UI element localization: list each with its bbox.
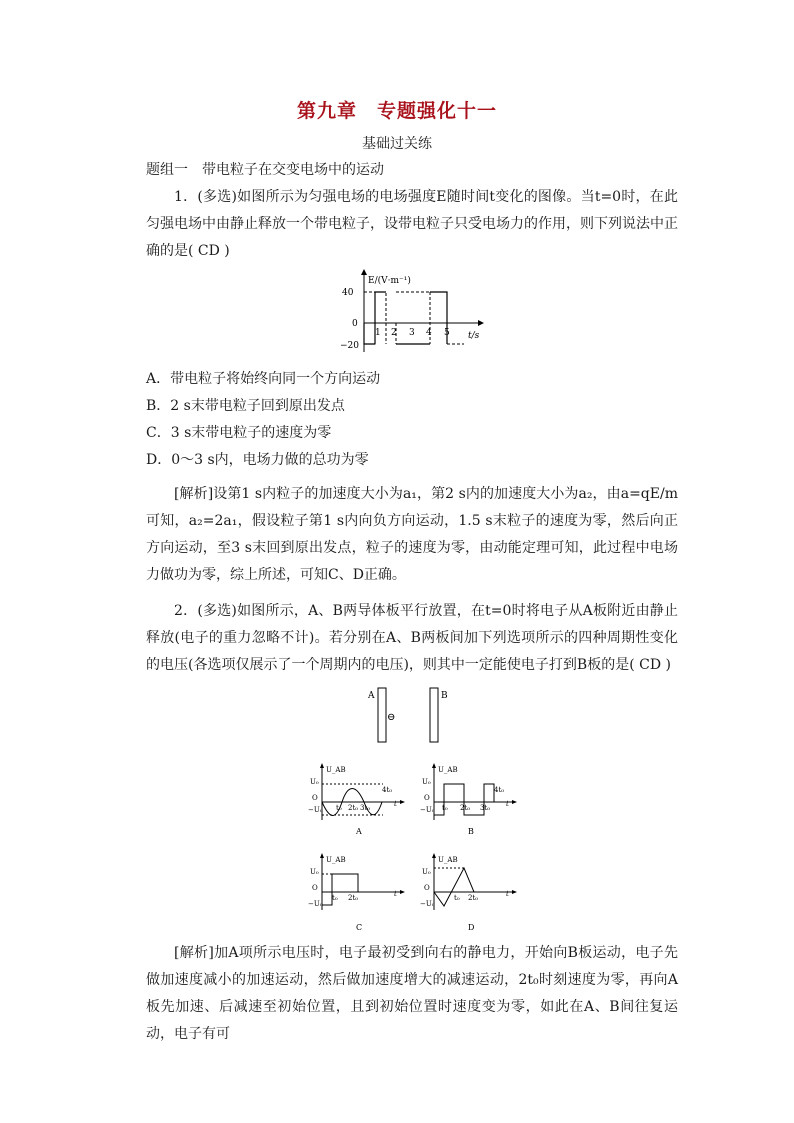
analysis-label: [解析] [174,486,214,502]
x-tick-1: 1 [375,328,381,338]
page-title: 第九章 专题强化十一 [296,100,497,122]
graph-d-label: D [468,923,475,932]
graph-c-origin: O [312,884,318,892]
graph-a-t0: t₀ [336,804,342,812]
graph-c-u0: U₀ [310,868,319,876]
question-1-figure [338,268,488,352]
graph-d [420,850,520,934]
graph-b [420,760,520,838]
graph-a-origin: O [312,794,318,802]
graph-c-2t0: 2t₀ [348,894,359,902]
question-1-analysis [146,481,678,589]
graph-d-t: t [506,890,509,898]
graph-a [308,760,408,838]
question-1-stem: 1．(多选)如图所示为匀强电场的电场强度E随时间t变化的图像。当t=0时，在此匀强电场中由静止释放一个带电粒子，设带电粒子只受电场力的作用，则下列说法中正确的是( CD ) [146,189,678,259]
graph-d-neg-u0: −U₀ [420,900,435,908]
y-tick-40: 40 [342,288,354,298]
option-c: C．3 s末带电粒子的速度为零 [146,425,332,441]
graph-a-neg-u0: −U₀ [308,806,323,814]
x-tick-2: 2 [391,328,397,338]
graph-c-ylabel: U_AB [326,856,346,864]
graph-a-label: A [356,827,362,836]
y-tick-neg20: −20 [340,341,359,351]
graph-b-t: t [506,800,509,808]
option-a: A．带电粒子将始终向同一个方向运动 [146,371,381,387]
graph-c-label: C [356,923,363,932]
plate-b-label: B [441,691,448,701]
option-b: B．2 s末带电粒子回到原出发点 [146,398,345,414]
x-tick-4: 4 [426,328,432,338]
section-subtitle: 基础过关练 [362,136,432,152]
graph-b-u0: U₀ [422,778,431,786]
figure-xlabel: t/s [468,331,480,341]
graph-b-origin: O [424,794,430,802]
graph-a-ylabel: U_AB [326,766,346,774]
group-heading: 题组一 带电粒子在交变电场中的运动 [146,162,384,178]
graph-b-3t0: 3t₀ [480,804,491,812]
graph-b-ylabel: U_AB [438,766,458,774]
graph-a-u0: U₀ [310,778,319,786]
question-2-stem: 2．(多选)如图所示，A、B两导体板平行放置，在t=0时将电子从A板附近由静止释放(电子的重力忽略不计)。若分别在A、B两板间加下列选项所示的四种周期性变化的电压(各选项仅展示了一个周期内的电压)，则其中一定能使电子打到B板的是( CD ) [146,603,678,673]
graph-b-neg-u0: −U₀ [420,806,435,814]
x-tick-3: 3 [409,328,415,338]
y-tick-0: 0 [352,319,358,329]
question-2-analysis [146,940,678,1048]
graph-b-t0: t₀ [442,804,448,812]
graph-d-t0: t₀ [454,894,460,902]
graph-d-u0: U₀ [422,868,431,876]
plates-figure [366,686,456,746]
electron-icon: ⊖ [387,712,396,723]
graph-c [308,850,408,934]
option-d: D．0～3 s内，电场力做的总功为零 [146,452,369,468]
figure-ylabel: E/(V·m⁻¹) [368,276,411,286]
plate-a-label: A [368,691,375,701]
x-tick-5: 5 [444,328,450,338]
analysis-label-2: [解析] [174,945,214,961]
graph-a-t: t [394,800,397,808]
graph-c-t: t [394,890,397,898]
graph-a-3t0: 3t₀ [360,804,371,812]
graph-d-ylabel: U_AB [438,856,458,864]
graph-b-4t0: 4t₀ [494,786,505,794]
analysis-text: 设第1 s内粒子的加速度大小为a₁，第2 s内的加速度大小为a₂，由a=qE/m可知，a₂=2a₁，假设粒子第1 s内向负方向运动，1.5 s末粒子的速度为零，然后向正方向运动，至3 s末回到原出发点，粒子的速度为零，由动能定理可知，此过程中电场力做功为零，综上所述，可知C、D正确。 [146,486,678,583]
graph-a-2t0: 2t₀ [348,804,359,812]
graph-c-neg-u0: −U₀ [308,900,323,908]
graph-a-4t0: 4t₀ [382,786,393,794]
graph-b-2t0: 2t₀ [460,804,471,812]
graph-c-t0: t₀ [332,894,338,902]
graph-d-2t0: 2t₀ [468,894,479,902]
graph-b-label: B [468,827,474,836]
graph-d-origin: O [424,884,430,892]
analysis-text-2: 加A项所示电压时，电子最初受到向右的静电力，开始向B板运动，电子先做加速度减小的加速运动，然后做加速度增大的减速运动，2t₀时刻速度为零，再向A板先加速、后减速至初始位置，且到初始位置时速度变为零，如此在A、B间往复运动，电子有可 [146,945,678,1042]
